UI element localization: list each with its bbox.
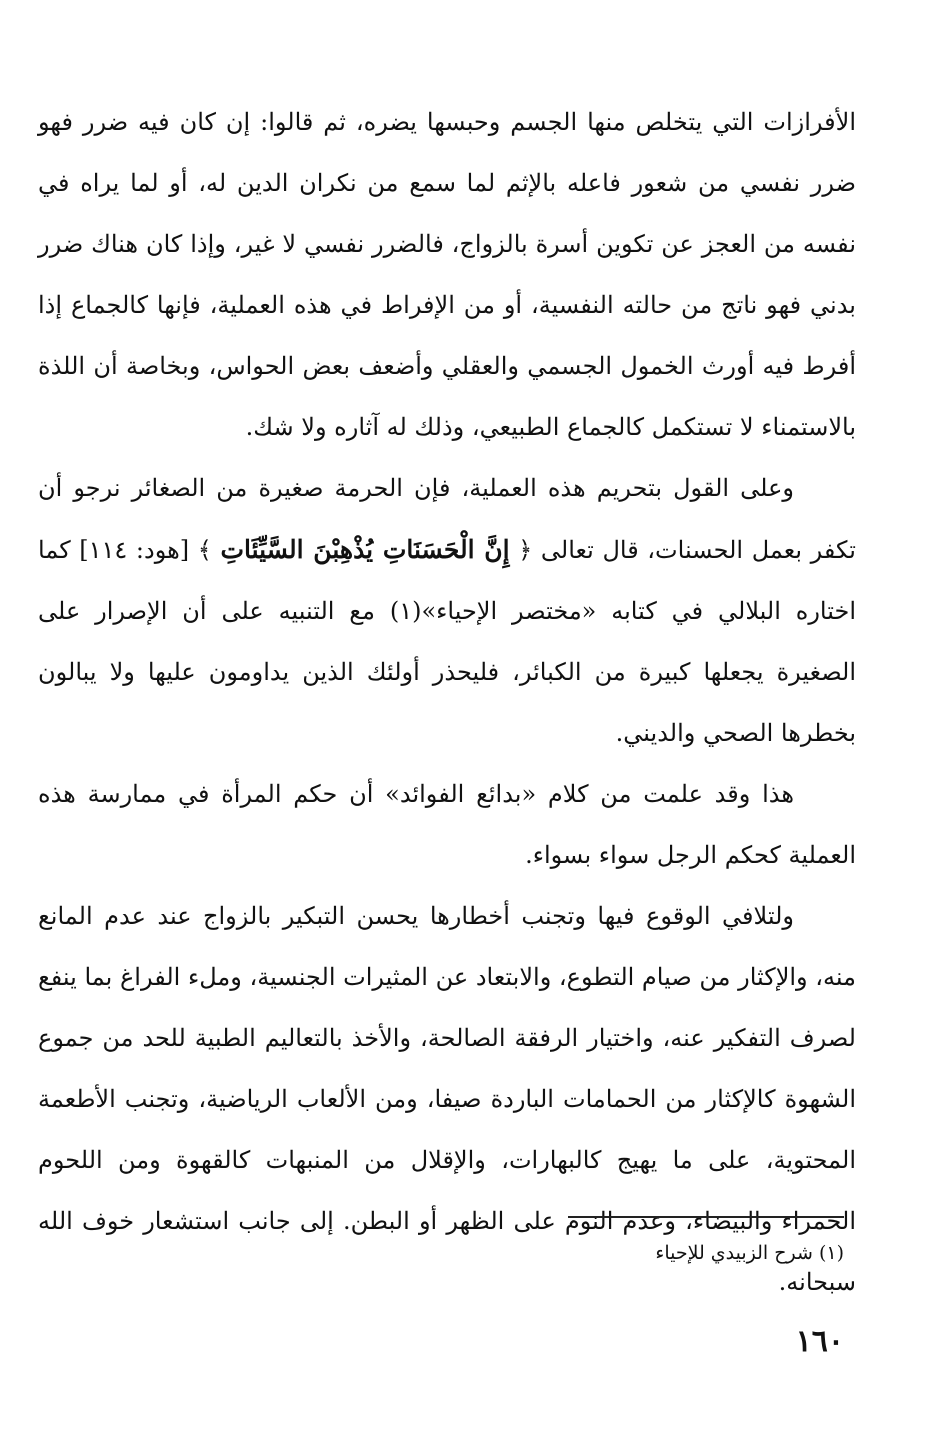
paragraph-2-intro: وعلى القول بتحريم هذه العملية، فإن الحرمة صغيرة من الصغائر نرجو أن تكفر بعمل الحسنات، قال تعالى ﴿ bbox=[38, 474, 856, 564]
paragraph-3: هذا وقد علمت من كلام «بدائع الفوائد» أن حكم المرأة في ممارسة هذه العملية كحكم الرجل سواء بسواء. bbox=[38, 780, 856, 869]
paragraph-2 bbox=[38, 458, 856, 764]
footnote: (١) شرح الزبيدي للإحياء bbox=[655, 1242, 844, 1264]
paragraph-1: الأفرازات التي يتخلص منها الجسم وحبسها يضره، ثم قالوا: إن كان فيه ضرر فهو ضرر نفسي من شعور فاعله بالإثم لما سمع من نكران الدين له، أو لما يراه في نفسه من العجز عن تكوين أسرة بالزواج، فالضرر نفسي لا غير، وإذا كان هناك ضرر بدني فهو ناتج من حالته النفسية، أو من الإفراط في هذه العملية، فإنها كالجماع إذا أفرط فيه أورث الخمول الجسمي والعقلي وأضعف بعض الحواس، وبخاصة أن اللذة بالاستمناء لا تستكمل كالجماع الطبيعي، وذلك له آثاره ولا شك. bbox=[38, 108, 857, 441]
paragraph-4: ولتلافي الوقوع فيها وتجنب أخطارها يحسن التبكير بالزواج عند عدم المانع منه، والإكثار من صيام التطوع، والابتعاد عن المثيرات الجنسية، وملء الفراغ بما ينفع لصرف التفكير عنه، واختيار الرفقة الصالحة، والأخذ بالتعاليم الطبية للحد من جموع الشهوة كالإكثار من الحمامات الباردة صيفا، ومن الألعاب الرياضية، وتجنب الأطعمة المحتوية، على ما يهيج كالبهارات، والإقلال من المنبهات كالقهوة ومن اللحوم الحمراء والبيضاء، وعدم النوم على الظهر أو البطن. إلى جانب استشعار خوف الله سبحانه. bbox=[38, 902, 856, 1296]
footnote-divider bbox=[568, 1216, 844, 1218]
page-number: ١٦٠ bbox=[795, 1324, 844, 1359]
quran-verse: إِنَّ الْحَسَنَاتِ يُذْهِبْنَ السَّيِّئَاتِ bbox=[220, 535, 510, 564]
paragraph-2-rest: ﴾ [هود: ١١٤] كما اختاره البلالي في كتابه «مختصر الإحياء»(١) مع التنبيه على أن الإصرار على الصغيرة يجعلها كبيرة من الكبائر، فليحذر أولئك الذين يداومون عليها ولا يبالون بخطرها الصحي والديني. bbox=[38, 536, 856, 747]
main-text bbox=[38, 92, 856, 1313]
